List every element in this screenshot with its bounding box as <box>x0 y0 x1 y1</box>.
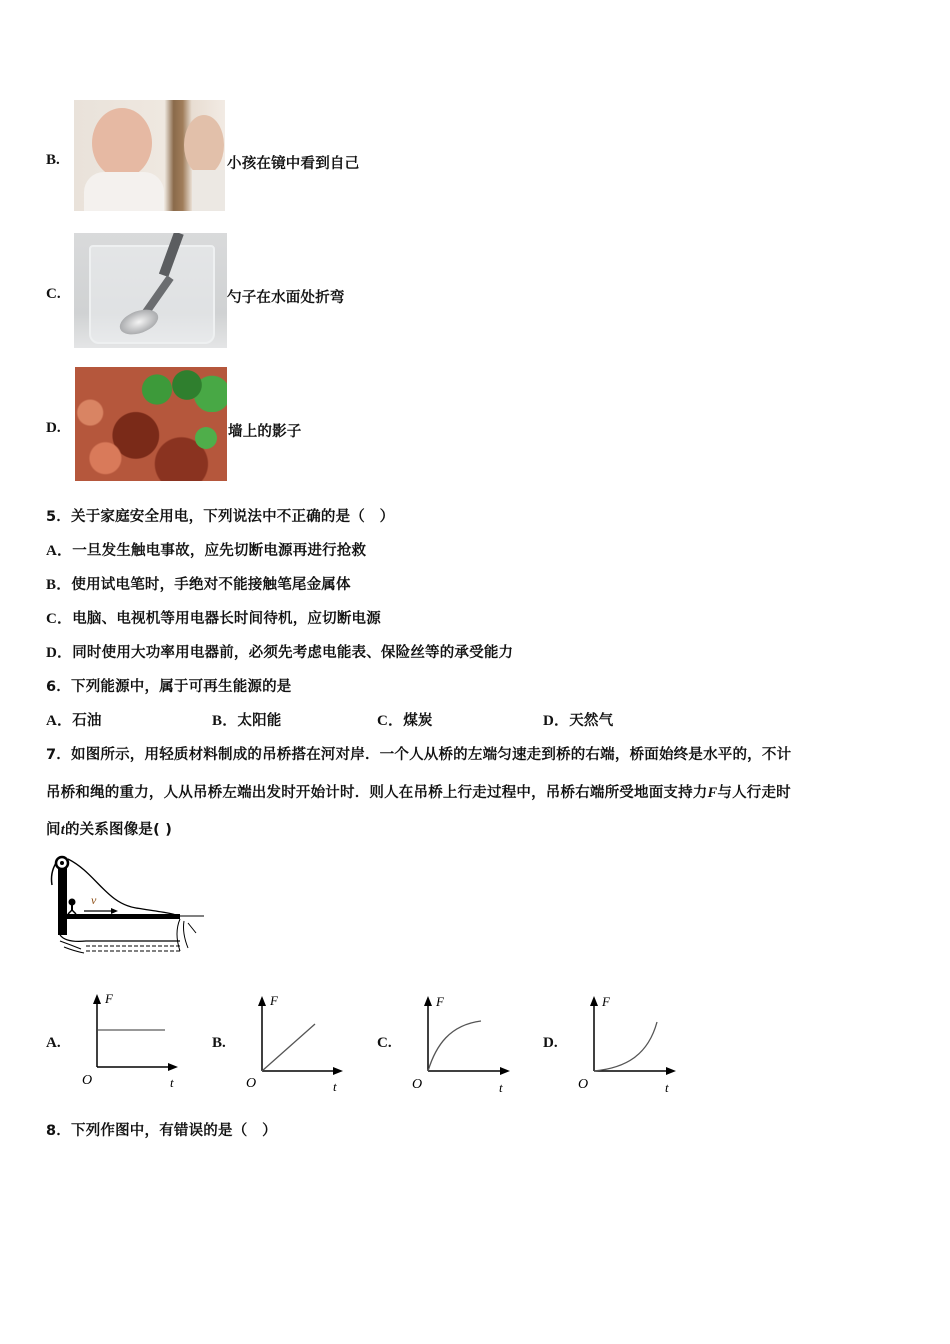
graph-label-d: D. <box>543 1035 558 1051</box>
question-5-stem: 5．关于家庭安全用电，下列说法中不正确的是（ ） <box>46 509 395 525</box>
option-label: D． <box>46 645 73 661</box>
option-text: 石油 <box>72 713 102 729</box>
question-6-option-c <box>377 709 433 730</box>
reflection-shirt <box>192 170 225 211</box>
text: 与人行走时 <box>717 785 791 801</box>
graph-label-b: B. <box>212 1035 226 1051</box>
svg-text:F: F <box>270 993 278 1008</box>
question-5-option-a <box>46 539 366 560</box>
question-6-option-b <box>212 709 282 730</box>
question-5-option-c <box>46 607 381 628</box>
svg-text:t: t <box>665 1080 669 1095</box>
option-label: A． <box>46 543 73 559</box>
option-label: C． <box>46 611 73 627</box>
question-5-option-b <box>46 573 351 594</box>
question-6-option-a <box>46 709 102 730</box>
option-text: 电脑、电视机等用电器长时间待机，应切断电源 <box>72 611 381 627</box>
graph-d-concave-up <box>576 990 681 1095</box>
svg-text:O: O <box>412 1077 423 1092</box>
graph-b-linear-increasing <box>245 990 350 1095</box>
option-text: 一旦发生触电事故，应先切断电源再进行抢救 <box>72 543 367 559</box>
option-text: 太阳能 <box>237 713 282 729</box>
mirror-reflection <box>184 115 224 175</box>
option-text: 同时使用大功率用电器前，必须先考虑电能表、保险丝等的承受能力 <box>72 645 514 661</box>
svg-text:F: F <box>436 994 444 1009</box>
option-label: A． <box>46 713 73 729</box>
baby-in-mirror-photo <box>74 100 225 211</box>
option-label-d: D. <box>46 420 61 436</box>
svg-text:F: F <box>602 994 610 1009</box>
option-label: D． <box>543 713 570 729</box>
option-label-b: B. <box>46 152 60 168</box>
text: 的关系图像是( ) <box>64 822 173 838</box>
spoon-in-water-glass-photo <box>74 233 227 348</box>
question-5-option-d <box>46 641 513 662</box>
graph-label-a: A. <box>46 1035 61 1051</box>
variable-f: F <box>707 785 718 801</box>
svg-text:O: O <box>246 1076 257 1091</box>
option-label: B． <box>212 713 238 729</box>
option-label: B． <box>46 577 72 593</box>
svg-text:t: t <box>499 1080 503 1095</box>
graph-c-concave-down <box>410 990 515 1095</box>
baby-face <box>92 108 152 178</box>
question-8-stem: 8．下列作图中，有错误的是（ ） <box>46 1123 277 1139</box>
option-label-c: C. <box>46 286 61 302</box>
option-text: 使用试电笔时，手绝对不能接触笔尾金属体 <box>71 577 351 593</box>
option-text: 煤炭 <box>403 713 433 729</box>
baby-shirt <box>84 172 164 211</box>
svg-text:t: t <box>170 1075 174 1090</box>
variable-t: t <box>60 822 65 838</box>
graph-a-horizontal-line <box>80 990 185 1090</box>
text: 间 <box>46 822 61 838</box>
leaf <box>195 427 217 449</box>
question-7-line-1: 7．如图所示，用轻质材料制成的吊桥搭在河对岸．一个人从桥的左端匀速走到桥的右端，桥面始终是水平的，不计 <box>46 747 792 763</box>
svg-text:v: v <box>91 893 97 907</box>
option-caption-d: 墙上的影子 <box>228 424 302 440</box>
text: 吊桥和绳的重力，人从吊桥左端出发时开始计时．则人在吊桥上行走过程中，吊桥右端所受地面支持力 <box>46 785 708 801</box>
question-7-line-3 <box>46 818 172 839</box>
drawbridge-diagram <box>46 853 206 959</box>
graph-label-c: C. <box>377 1035 392 1051</box>
svg-text:F: F <box>105 991 113 1006</box>
option-label: C． <box>377 713 404 729</box>
question-6-stem: 6．下列能源中，属于可再生能源的是 <box>46 679 292 695</box>
tree-shadow-on-wall-photo <box>75 367 227 481</box>
question-6-option-d <box>543 709 613 730</box>
svg-text:O: O <box>578 1077 589 1092</box>
option-caption-c: 勺子在水面处折弯 <box>227 290 345 306</box>
svg-text:O: O <box>82 1073 93 1088</box>
option-text: 天然气 <box>569 713 614 729</box>
option-caption-b: 小孩在镜中看到自己 <box>227 156 360 172</box>
question-7-line-2 <box>46 781 791 802</box>
svg-text:t: t <box>333 1079 337 1094</box>
